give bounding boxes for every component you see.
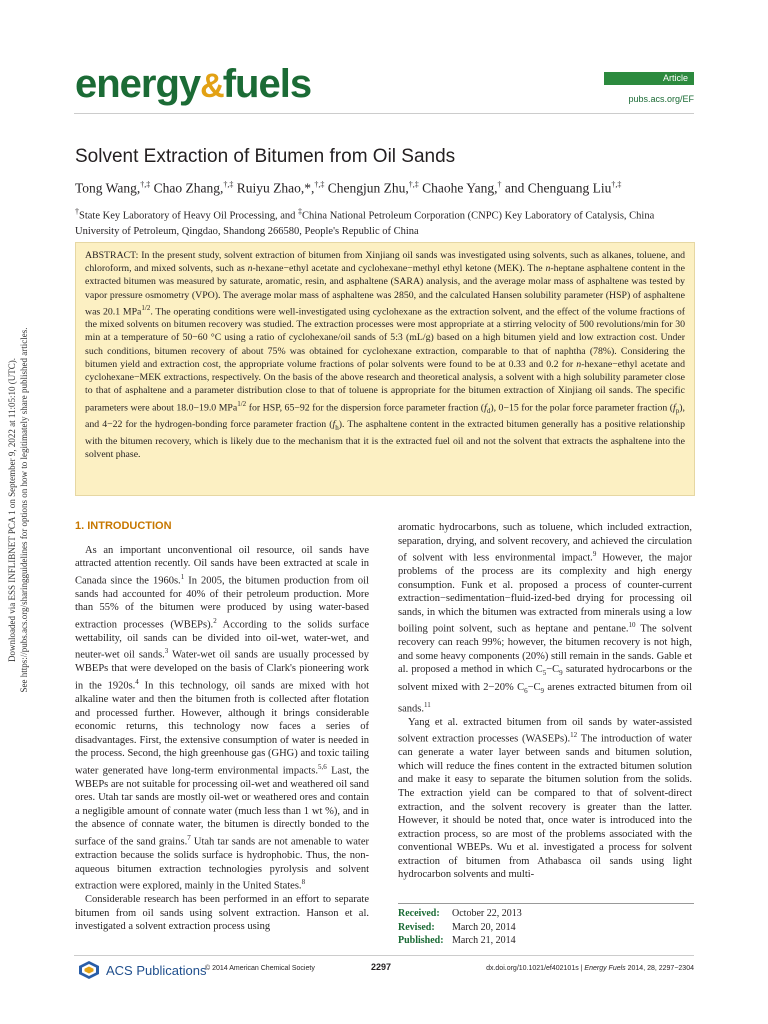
abstract-italic: n [545,263,551,275]
author-affiliation-mark: †,‡ [408,180,419,189]
abstract-superscript: 1/2 [141,303,151,312]
acs-hexagon-icon [76,960,102,980]
author-list [75,176,695,198]
reference-citation[interactable]: 7 [187,833,191,842]
reference-citation[interactable]: 11 [423,700,431,709]
abstract-italic: n [576,358,582,370]
published-label: Published: [398,935,444,946]
abstract-text: ), 0−15 for the polar force parameter fraction ( [490,401,674,413]
abstract-text: . The operating conditions were well-investigated using cyclohexane as the extraction solvent, and the effect of the volume fractions of the mixed solvents on bitumen recovery was studied. The extraction processes were most appropriate at a stirring velocity of 500 revolutions/min for 30 min at a temperature of 50−60 °C using a ratio of cyclohexane/oil sands of 5:3 (mL/g) based on a high bitumen yield and low extraction cost. Under such conditions, bitumen recovery of about 75% was obtained for cyclohexane extraction, comparable to that of naphtha (78%). Considering the bitumen yield and extraction cost, the appropriate volume fractions of polar solvents were found to be at 0.33 and 0.2 for [85,306,685,370]
body-paragraph [398,521,692,716]
publication-dates [398,907,522,948]
body-text: According to the solids surface wettability, oil sands can be divided into oil-wet, water-wet, and neuter-wet oil sands. [75,619,369,661]
body-paragraph [398,716,692,882]
author-affiliation-mark: †,‡ [140,180,151,189]
reference-citation[interactable]: 12 [570,731,578,740]
body-left-column [75,520,369,934]
reference-citation[interactable]: 3 [164,647,169,656]
reference-citation[interactable]: 9 [592,550,597,559]
download-notice-sidebar [6,300,34,720]
abstract-text: In the present study, solvent extraction of bitumen from Xinjiang oil sands was investigated using solvents, such as alkanes, toluene, and chloroform, and mixed solvents, such as [85,250,685,275]
download-notice-line2: See https://pubs.acs.org/sharingguidelines for options on how to legitimately share published articles. [19,327,29,693]
reference-citation[interactable]: 5,6 [318,762,327,771]
body-text: arenes extracted bitumen from oil sands. [398,682,692,715]
body-right-column [398,521,692,882]
body-text: The introduction of water can generate a water layer between sands and bitumen solution, which will reduce the fines content in the extracted bitumen solution and make it easy to separate the bitumen solution from the solids. The extraction yield can be compared to that of solvent-direct extraction, and the solvent recovery is greater than the latter. However, it should be noted that, once water is introduced into the extraction process, so are most of the problems associated with the conventional WBEPs. Wu et al. investigated a process for solvent extraction of bitumen from Athabasca oil sands using light hydrocarbon solvents and multi- [398,733,692,881]
abstract-text: for HSP, 65−92 for the dispersion force parameter fraction ( [246,401,485,413]
reference-citation[interactable]: 10 [628,621,636,630]
journal-logo-fuels: fuels [222,62,312,106]
body-text: In this technology, oil sands are mixed with hot alkaline water and then the bitumen froth is collected after flotation and processed further. However, although it brings considerable economic returns, this technology now faces a series of disadvantages. First, the extensive consumption of water is needed in the process. Second, the high greenhouse gas (GHG) and toxic tailing water generated have long-term environmental impacts. [75,680,369,777]
citation-text: 2014, 28, 2297−2304 [625,965,694,972]
body-text: −C [546,664,560,676]
copyright-notice: © 2014 American Chemical Society [205,965,315,972]
body-text: −C [527,682,541,694]
revised-date: March 20, 2014 [452,921,516,933]
journal-logo [75,62,311,108]
journal-logo-amp: & [200,67,223,105]
author-name: Tong Wang, [75,180,141,196]
page-number: 2297 [371,962,392,972]
abstract-label: ABSTRACT: [85,250,139,261]
abstract-subscript: d [486,406,491,415]
reference-citation[interactable]: 1 [180,572,185,581]
author-affiliation-mark: †,‡ [611,180,622,189]
affiliation-mark: ‡ [297,207,302,216]
chem-subscript: 9 [559,669,563,678]
header-divider [74,113,694,114]
abstract-text: ). The asphaltene content in the extracted bitumen generally has a positive relationship with the bitumen recovery, which is likely due to the mechanism that it is the extracted fuel oil and not the solvent that extracts the asphaltene into the solvent phase. [85,418,686,461]
journal-logo-energy: energy [75,62,201,106]
abstract-subscript: h [335,423,339,432]
abstract-text: -heptane asphaltene content in the extracted bitumen was measured by saturate, aromatic, resin, and asphaltene (SARA) analysis, and the average molar mass of asphaltene was tested by vapor pressure osmometry (VPO). The average molar mass of asphaltene was 2850, and the calculated Hansen solubility parameter (HSP) of asphaltene was 20.1 MPa [85,263,686,318]
journal-url-link[interactable]: pubs.acs.org/EF [628,94,694,104]
abstract-text: -hexane−ethyl acetate and cyclohexane−methyl ethyl ketone (MEK). The [252,263,546,275]
abstract-italic: f [484,401,487,413]
footer-divider [74,955,694,956]
affiliations [75,204,695,239]
author-name: and Chenguang Liu [504,180,612,196]
revised-label: Revised: [398,921,435,933]
affiliation-text: State Key Laboratory of Heavy Oil Processing, and [79,210,298,222]
body-paragraph: Considerable research has been performed in an effort to separate bitumen from oil sands using solvent extraction. Hanson et al. investigated a solvent extraction process using [75,894,369,933]
body-text: However, the major problems of the process are its complexity and high energy consumption. Funk et al. proposed a process of counter-current extraction−sedimentation−fluid-ized-bed drying for processing oil sands, in which the bitumen was extracted from minerals using a low boiling point solvent, such as heptane and pentane. [398,552,692,635]
author-name: Ruiyu Zhao,*, [236,180,315,196]
article-title: Solvent Extraction of Bitumen from Oil Sands [75,146,456,167]
reference-citation[interactable]: 2 [213,616,217,625]
received-date-row [398,907,522,921]
acs-publications-text: ACS Publications [106,962,207,978]
abstract-italic: f [332,418,336,430]
body-text: The solvent recovery can reach 99%; however, the bitumen recovery is not high, and some heavy components (20%) still remain in the sands. Gable et al. proposed a method in which C [398,623,693,676]
body-text: saturated hydrocarbons or the solvent mixed with 2−20% C [398,664,692,694]
affiliation-text: China National Petroleum Corporation (CNPC) Key Laboratory of Catalysis, China University of Petroleum, Qingdao, Shandong 266580, People's Republic of China [75,210,655,237]
abstract-italic: n [247,263,253,275]
reference-citation[interactable]: 4 [135,677,139,686]
body-paragraph [75,544,369,894]
abstract-text: ), and 4−22 for the hydrogen-bonding force parameter fraction ( [85,401,685,430]
body-text: Water-wet oil sands are usually processed by WBEPs that were developed on the basis of Clark's pioneering work in the 1920s. [75,649,369,692]
body-text: As an important unconventional oil resource, oil sands have attracted attention recently. Oil sands have been extracted at scale in Canada since the 1960s. [75,544,369,587]
published-date-row [398,934,522,948]
revised-date-row [398,921,522,935]
abstract-italic: f [673,401,676,413]
download-notice-line1: Downloaded via ESS INFLIBNET PCA 1 on September 9, 2022 at 11:05:10 (UTC). [7,358,17,662]
body-text: Utah tar sands are not amenable to water extraction because the solids surface is hydrophobic. Thus, the non-aqueous bitumen extraction technologies pyrolysis and solvent extraction were explored, mainly in the United States. [75,836,370,892]
author-name: Chaohe Yang, [422,180,498,196]
body-text: aromatic hydrocarbons, such as toluene, which included extraction, separation, drying, and solvent recovery, and achieved the circulation of solvent with less environmental impact. [398,522,692,564]
abstract-box [75,242,695,496]
received-date: October 22, 2013 [452,908,522,919]
affiliation-mark: † [75,207,79,216]
reference-citation[interactable]: 8 [301,878,306,887]
abstract-superscript: 1/2 [237,399,247,408]
dates-divider [398,903,694,904]
acs-publications-logo[interactable] [76,960,206,980]
received-label: Received: [398,908,440,919]
abstract-text: -hexane−ethyl acetate and cyclohexane−MEK extractions, respectively. On the basis of the above research and theoretical analysis, a solvent with a high solubility parameter close to that of asphaltene and a parameter distribution close to that of toluene is appropriate for the bitumen extraction of Xinjiang oil sands. The specific parameters were about 18.0−19.0 MPa [85,358,685,413]
section-heading-introduction: 1. INTRODUCTION [75,520,172,532]
chem-subscript: 6 [524,687,528,696]
published-date: March 21, 2014 [452,935,516,946]
author-affiliation-mark: †,‡ [314,180,325,189]
body-text: Last, the WBEPs are not suitable for processing oil-wet and weathered oil sand ores. Utah tar sands are mostly oil-wet or weathered ores and contain a negligible amount of connate water (much less than 1 wt %), and in the absence of connate water, the bitumen is directly bonded to the surface of the sand grains. [75,765,370,848]
doi-citation[interactable] [486,965,694,972]
body-text: In 2005, the bitumen production from oil sands had accounted for 40% of their petroleum production. More than 55% of the bitumen were produced by using water-based extraction processes (WBEPs). [75,575,369,631]
author-name: Chao Zhang, [153,180,224,196]
author-affiliation-mark: † [497,180,502,189]
doi-text: dx.doi.org/10.1021/ef402101s | [486,965,585,972]
chem-subscript: 5 [542,669,547,678]
chem-subscript: 9 [540,687,545,696]
journal-abbrev: Energy Fuels [584,965,626,972]
article-type-badge: Article [604,72,694,85]
body-text: Yang et al. extracted bitumen from oil sands by water-assisted solvent extraction processes (WASEPs). [398,716,692,745]
abstract-subscript: p [675,406,680,415]
author-name: Chengjun Zhu, [327,180,409,196]
author-affiliation-mark: †,‡ [223,180,234,189]
